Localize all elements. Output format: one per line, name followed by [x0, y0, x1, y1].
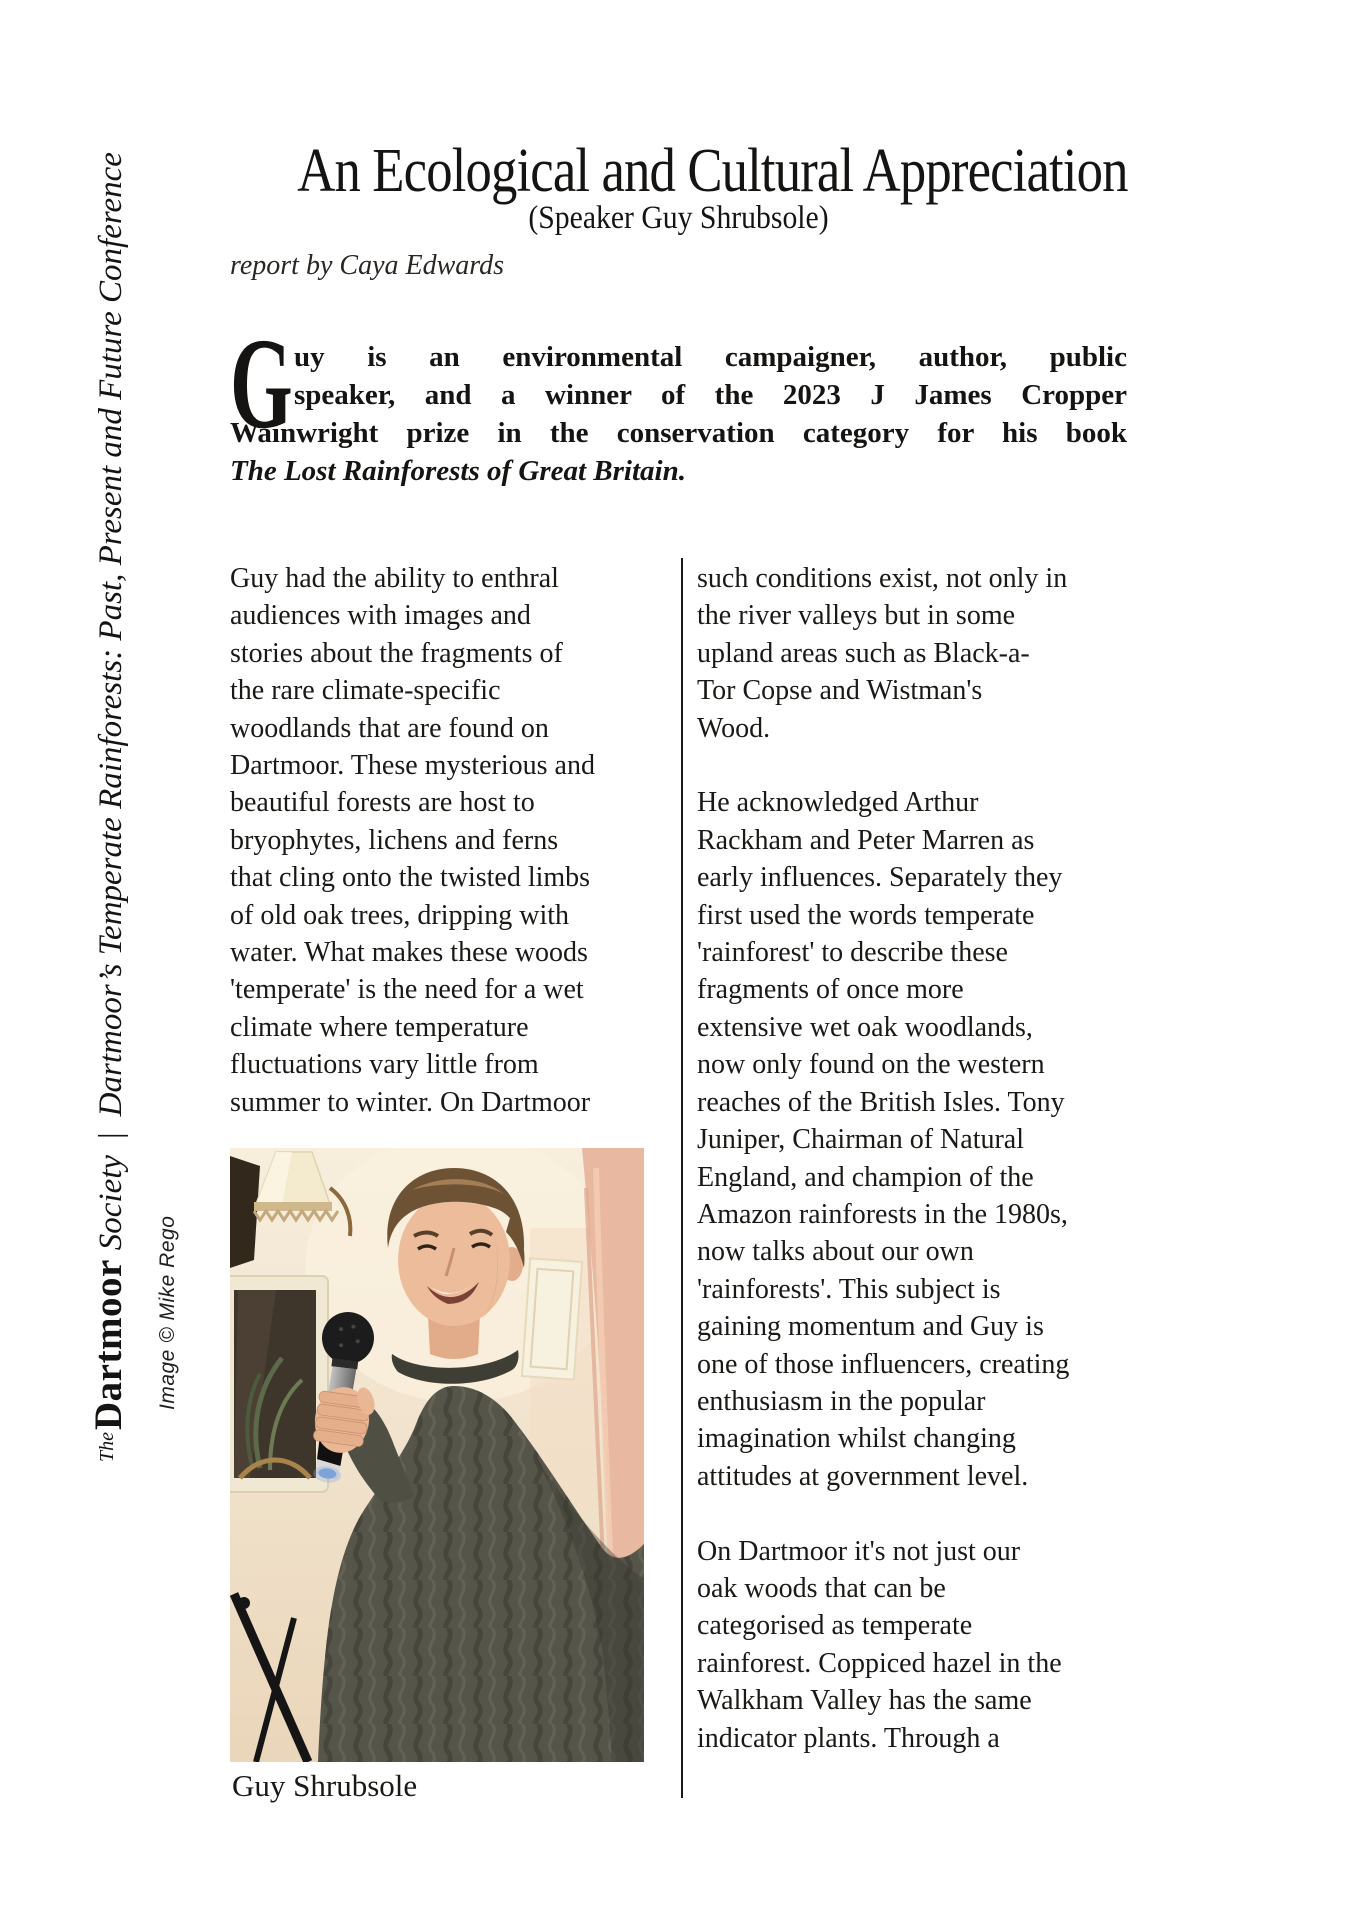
column-divider-rule	[681, 558, 683, 1798]
speaker-photo	[230, 1148, 644, 1762]
page-subtitle: (Speaker Guy Shrubsole)	[528, 200, 829, 236]
lead-line-3: Wainwright prize in the conservation category for his book	[230, 417, 1127, 449]
sidebar-separator: |	[93, 1132, 129, 1139]
speaker-photo-image	[230, 1148, 644, 1762]
sidebar-vertical-banner	[84, 132, 130, 1462]
photo-caption: Guy Shrubsole	[232, 1768, 418, 1803]
lead-line-1: uy is an environmental campaigner, author, public	[294, 341, 1127, 373]
sidebar-society-word: Society	[93, 1154, 129, 1251]
sidebar-conference-title: Dartmoor’s Temperate Rainforests: Past, Present and Future Conference	[93, 152, 129, 1117]
body-column-right: such conditions exist, not only in the river valleys but in some upland areas such as Black-a- Tor Copse and Wistman's Wood. He acknowledged Arthur Rackham and Peter Marren as early influences. Separately they first used the words temperate 'rainforest' to describe these fragments of once more extensive wet oak woodlands, now only found on the western reaches of the British Isles. Tony Juniper, Chairman of Natural England, and champion of the Amazon rainforests in the 1980s, now talks about our own 'rainforests'. This subject is gaining momentum and Guy is one of those influencers, creating enthusiasm in the popular imagination whilst changing attitudes at government level. On Dartmoor it's not just our oak woods that can be categorised as temperate rainforest. Coppiced hazel in the Walkham Valley has the same indicator plants. Through a	[697, 563, 1070, 1754]
sidebar-prefix: The	[96, 1432, 118, 1462]
body-column-left: Guy had the ability to enthral audiences with images and stories about the fragments of the rare climate-specific woodlands that are found on Dartmoor. These mysterious and beautiful forests are host to bryophytes, lichens and ferns that cling onto the twisted limbs of old oak trees, dripping with water. What makes these woods 'temperate' is the need for a wet climate where temperature fluctuations vary little from summer to winter. On Dartmoor	[230, 563, 595, 1118]
photo-credit: Image © Mike Rego	[156, 1215, 179, 1410]
book-title: The Lost Rainforests of Great Britain.	[230, 455, 686, 487]
sidebar-society-name: Dartmoor	[87, 1259, 130, 1430]
drop-cap: G	[230, 312, 293, 456]
lead-paragraph	[230, 312, 1127, 490]
lead-line-2: speaker, and a winner of the 2023 J James Cropper	[294, 379, 1127, 411]
byline: report by Caya Edwards	[230, 250, 505, 281]
page-title: An Ecological and Cultural Appreciation	[297, 137, 1128, 205]
